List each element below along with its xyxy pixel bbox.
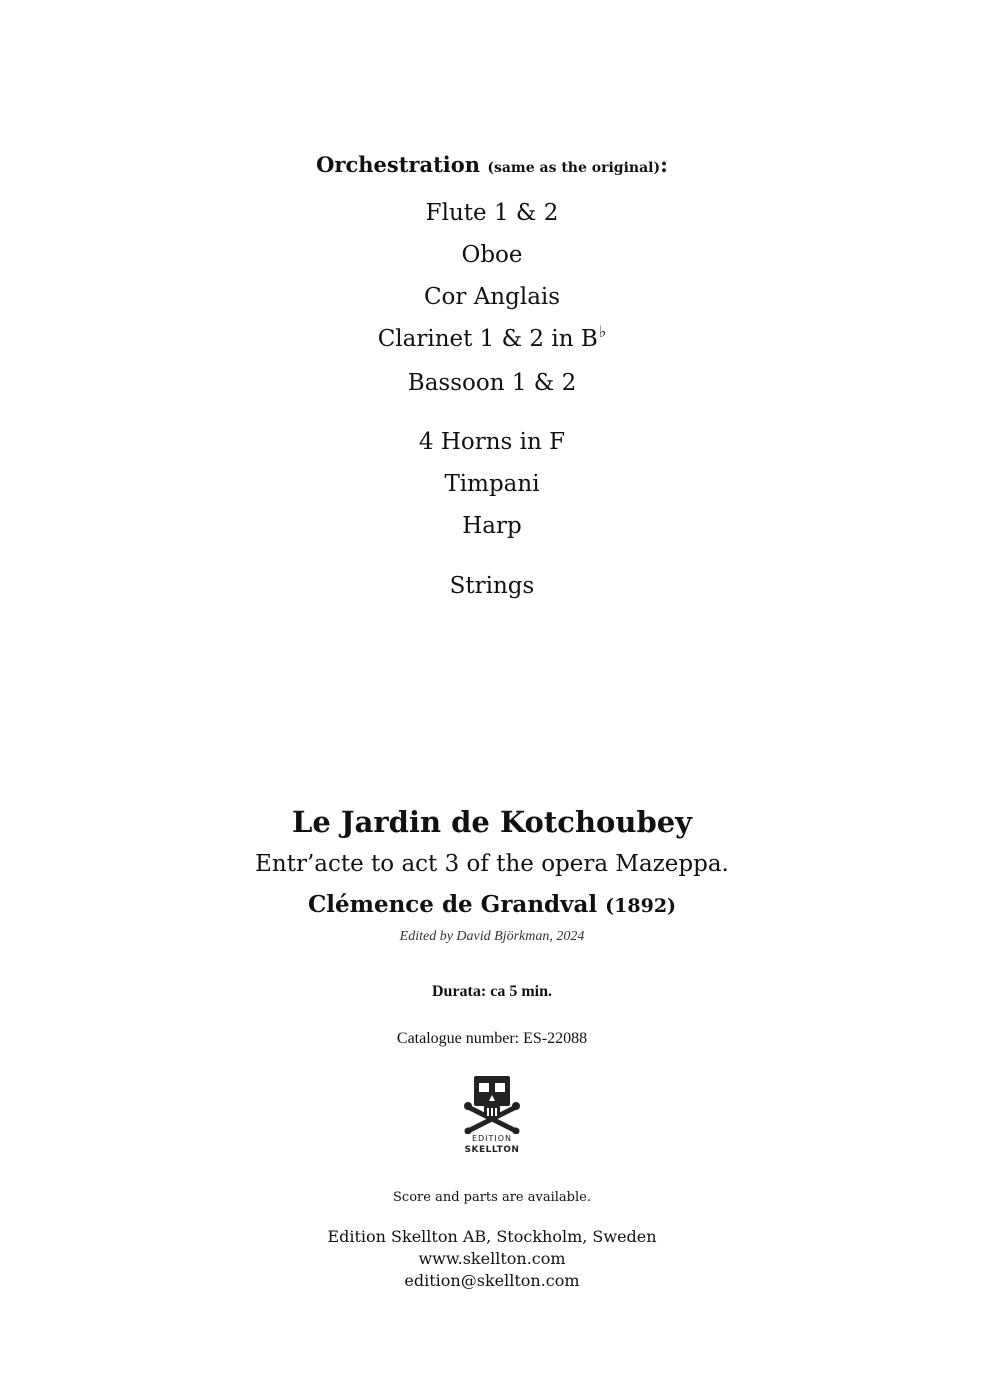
work-title: Le Jardin de Kotchoubey bbox=[291, 805, 693, 839]
instrument-cor-anglais: Cor Anglais bbox=[423, 284, 561, 310]
instrument-harp: Harp bbox=[462, 513, 522, 539]
instrument-oboe: Oboe bbox=[461, 242, 523, 268]
catalogue-number: Catalogue number: ES-22088 bbox=[396, 1030, 588, 1047]
flat-symbol: ♭ bbox=[598, 322, 607, 341]
orchestration-heading-note: (same as the original) bbox=[487, 160, 661, 176]
instrument-clarinet-label: Clarinet 1 & 2 in B bbox=[377, 326, 598, 352]
instrument-horns: 4 Horns in F bbox=[418, 429, 566, 455]
publisher-website[interactable]: www.skellton.com bbox=[418, 1249, 566, 1268]
orchestration-heading-label: Orchestration bbox=[316, 152, 481, 177]
logo-skellton-text: SKELLTON bbox=[464, 1145, 520, 1155]
logo-mark bbox=[460, 1074, 524, 1158]
logo-edition-text: EDITION bbox=[471, 1134, 513, 1143]
orchestration-heading bbox=[0, 152, 984, 177]
publisher-email[interactable]: edition@skellton.com bbox=[404, 1271, 580, 1290]
instrument-timpani: Timpani bbox=[444, 471, 540, 497]
duration: Durata: ca 5 min. bbox=[432, 983, 552, 1000]
instrument-strings: Strings bbox=[449, 573, 535, 599]
instrument-clarinet bbox=[0, 322, 984, 355]
skull-crossbones-icon bbox=[460, 1074, 524, 1134]
editor-credit: Edited by David Björkman, 2024 bbox=[399, 929, 585, 944]
availability-note: Score and parts are available. bbox=[393, 1190, 591, 1205]
composer-name: Clémence de Grandval bbox=[307, 891, 598, 918]
orchestration-heading-colon: : bbox=[660, 152, 668, 177]
composition-year: (1892) bbox=[605, 895, 677, 917]
work-subtitle: Entr’acte to act 3 of the opera Mazeppa. bbox=[255, 851, 729, 877]
instrument-bassoon: Bassoon 1 & 2 bbox=[407, 370, 577, 396]
publisher-address: Edition Skellton AB, Stockholm, Sweden bbox=[327, 1227, 657, 1246]
instrument-flute: Flute 1 & 2 bbox=[425, 200, 559, 226]
composer bbox=[0, 891, 984, 918]
edition-skellton-logo bbox=[0, 1074, 984, 1158]
